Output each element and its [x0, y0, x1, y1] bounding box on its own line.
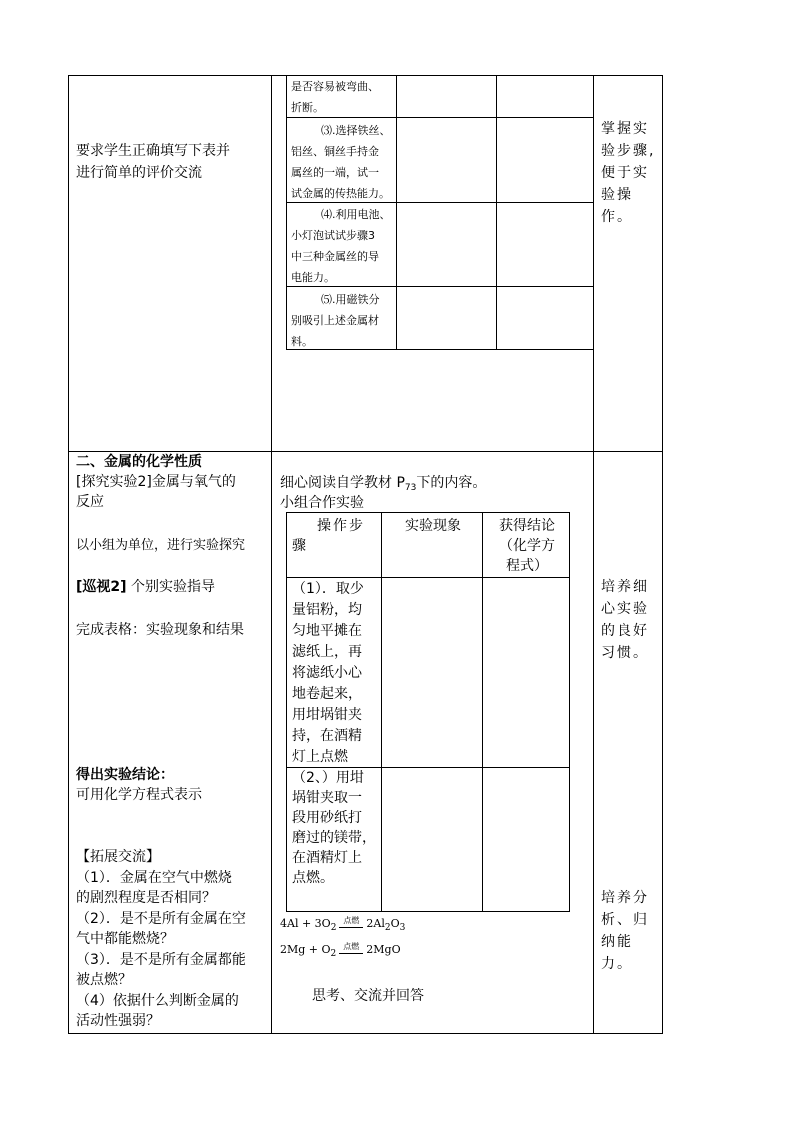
column-divider-1 [271, 75, 272, 1034]
group-note: 以小组为单位，进行实验探究 [76, 538, 246, 553]
patrol-label: [巡视2] [76, 579, 127, 595]
expand-title: 【拓展交流】 [76, 849, 160, 865]
outer-left-border [68, 75, 69, 1034]
bottom-right-text-2: 培养分 析、归 纳能力。 [601, 890, 649, 972]
inner-row-1-text: 是否容易被弯曲、 折断。 [291, 80, 379, 114]
complete-table-note: 完成表格：实验现象和结果 [76, 622, 244, 638]
patrol-text: 个别实验指导 [131, 579, 215, 595]
equation-magnesium: $2Mg + O_2$点燃 2MgO [280, 942, 401, 959]
explore-label: [探究实验2]金属与氧气的 反应 [76, 474, 236, 510]
section-heading: 二、金属的化学性质 [76, 454, 202, 470]
question-4: （4）依据什么判断金属的 活动性强弱？ [76, 993, 239, 1029]
conclusion-label: 得出实验结论： [76, 767, 174, 783]
think-text: 思考、交流并回答 [312, 988, 424, 1004]
top-left-text: 要求学生正确填写下表并 进行简单的评价交流 [76, 143, 230, 181]
header-step: 操作步 骤 [292, 518, 365, 554]
row-2-step: （2、）用坩 埚钳夹取一 段用砂纸打 磨过的镁带， 在酒精灯上 点燃。 [292, 770, 376, 886]
bottom-right-text-1: 培养细 心实验 的良好 习惯。 [601, 579, 649, 661]
group-cooperate: 小组合作实验 [280, 495, 364, 511]
inner-row-4-text: ⑸.用磁铁分 别吸引上述金属材 料。 [291, 293, 380, 348]
question-2: （2）．是不是所有金属在空 气中都能燃烧？ [76, 911, 246, 947]
inner-row-3-text: ⑷.利用电池、 小灯泡试试步骤3 中三种金属丝的导 电能力。 [291, 208, 391, 284]
patrol-line [76, 577, 215, 597]
outer-bottom-border [68, 1033, 663, 1034]
read-instruction: 细心阅读自学教材 $P_{73}$下的内容。 [280, 475, 487, 493]
equation-aluminium: $4Al + 3O_2$点燃 $2Al_2O_3$ [280, 916, 406, 933]
question-1: （1）．金属在空气中燃烧 的剧烈程度是否相同？ [76, 870, 232, 906]
header-conclusion: 获得结论 （化学方 程式） [499, 518, 555, 574]
inner-row-2-text: ⑶.选择铁丝、 铝丝、铜丝手持金 属丝的一端，试一 试金属的传热能力。 [291, 124, 391, 200]
top-right-text: 掌握实 验步骤, 便于实 验操作。 [601, 121, 656, 225]
conclusion-text: 可用化学方程式表示 [76, 787, 202, 803]
row-1-step: （1）．取少 量铝粉，均 匀地平摊在 滤纸上，再 将滤纸小心 地卷起来， 用坩埚钳夹 持，在酒精 灯上点燃 [292, 581, 364, 765]
question-3: （3）．是不是所有金属都能 被点燃？ [76, 952, 246, 988]
header-phenomenon: 实验现象 [405, 518, 461, 534]
